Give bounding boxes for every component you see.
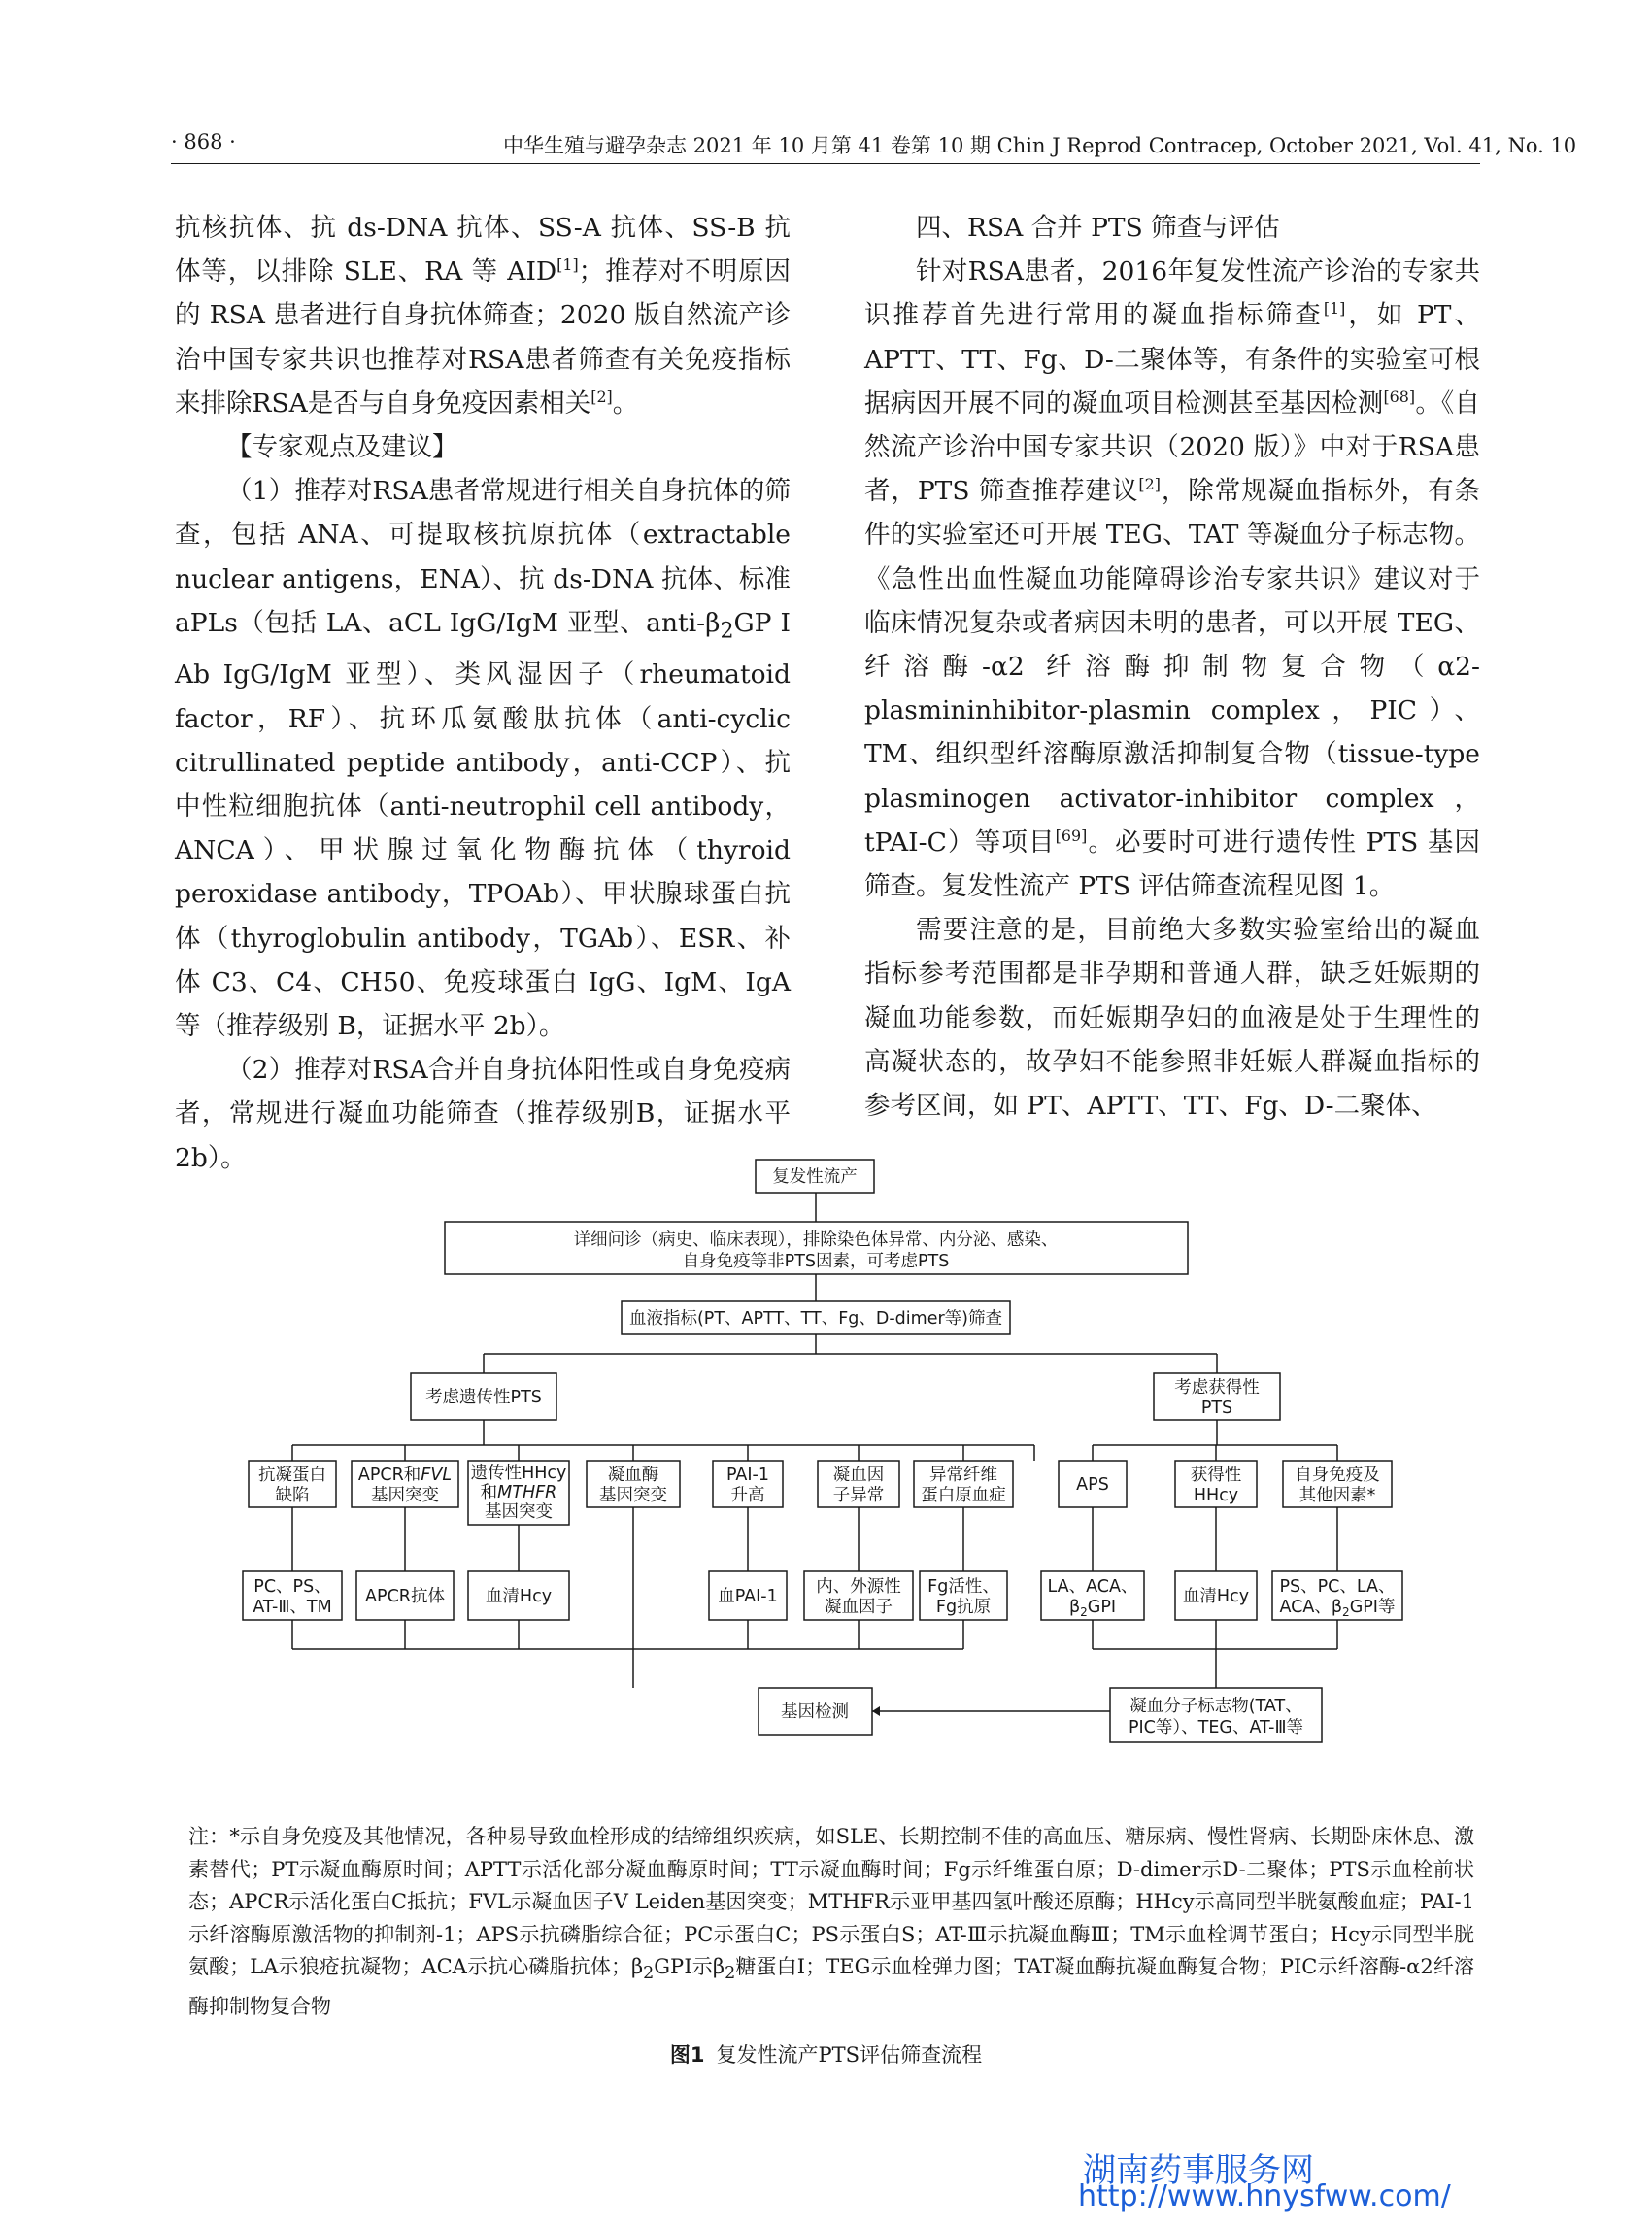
svg-text:子异常: 子异常 bbox=[832, 1486, 885, 1505]
flow-root-label: 复发性流产 bbox=[772, 1167, 858, 1187]
svg-text:ACA、β2GPⅠ等: ACA、$\beta_2GPⅠ$等 bbox=[1279, 1598, 1396, 1619]
svg-text:AT-Ⅲ、TM: AT-Ⅲ、TM bbox=[253, 1598, 332, 1617]
svg-text:血清Hcy: 血清Hcy bbox=[485, 1587, 553, 1606]
svg-text:其他因素*: 其他因素* bbox=[1298, 1486, 1376, 1505]
svg-text:PIC等）、TEG、AT-Ⅲ等: PIC等）、TEG、AT-Ⅲ等 bbox=[1128, 1718, 1304, 1737]
svg-text:内、外源性: 内、外源性 bbox=[816, 1577, 901, 1597]
svg-text:PS、PC、LA、: PS、PC、LA、 bbox=[1279, 1577, 1396, 1597]
svg-text:Fg活性、: Fg活性、 bbox=[927, 1577, 999, 1597]
citation[interactable]: [69] bbox=[1055, 826, 1088, 846]
svg-text:凝血因: 凝血因 bbox=[832, 1466, 885, 1485]
citation[interactable]: [1] bbox=[1323, 299, 1346, 319]
right-column bbox=[864, 206, 1480, 1128]
svg-text:APCR和FVL: APCR和FVL bbox=[357, 1466, 453, 1485]
citation[interactable]: [2] bbox=[1138, 475, 1161, 494]
svg-text:异常纤维: 异常纤维 bbox=[929, 1466, 997, 1485]
svg-text:基因检测: 基因检测 bbox=[781, 1702, 849, 1722]
recommendation-2: （2）推荐对RSA合并自身抗体阳性或自身免疫病者，常规进行凝血功能筛查（推荐级别B，证据水平 2b）。 bbox=[175, 1055, 791, 1173]
watermark-site-name: 湖南药事服务网 bbox=[1083, 2151, 1314, 2190]
expert-heading: 【专家观点及建议】 bbox=[226, 432, 458, 463]
svg-text:升高: 升高 bbox=[730, 1486, 765, 1505]
svg-text:APS: APS bbox=[1076, 1475, 1109, 1495]
svg-text:β2GPⅠ: $\beta_2GPⅠ$ bbox=[1068, 1598, 1117, 1619]
figure-caption: 图1 复发性流产PTS评估筛查流程 bbox=[669, 2043, 983, 2067]
svg-text:缺陷: 缺陷 bbox=[275, 1486, 310, 1505]
flow-history-line2: 自身免疫等非PTS因素，可考虑PTS bbox=[682, 1252, 950, 1271]
paragraph-aid-screening: 抗核抗体、抗 ds-DNA 抗体、SS-A 抗体、SS-B 抗体等，以排除 SLE、RA 等 AID[1]；推荐对不明原因的 RSA 患者进行自身抗体筛查；2020 版自然流产诊治中国专家共识也推荐对RSA患者筛查有关免疫指标来排除RSA是否与自身免疫因素相关[2]。 bbox=[175, 213, 791, 419]
page-number: · 868 · bbox=[171, 130, 236, 153]
svg-text:和MTHFR: 和MTHFR bbox=[480, 1483, 557, 1502]
svg-text:蛋白原血症: 蛋白原血症 bbox=[921, 1486, 1006, 1505]
citation[interactable]: [1] bbox=[556, 255, 579, 275]
svg-text:血PAI-1: 血PAI-1 bbox=[718, 1587, 778, 1606]
svg-text:基因突变: 基因突变 bbox=[485, 1502, 553, 1522]
svg-text:HHcy: HHcy bbox=[1193, 1486, 1239, 1505]
flow-acquired-line2: PTS bbox=[1200, 1399, 1233, 1418]
svg-text:凝血分子标志物(TAT、: 凝血分子标志物(TAT、 bbox=[1129, 1697, 1302, 1716]
svg-text:凝血因子: 凝血因子 bbox=[825, 1598, 893, 1617]
section-title: 四、RSA 合并 PTS 筛查与评估 bbox=[916, 213, 1280, 243]
left-column bbox=[175, 206, 791, 1180]
svg-text:遗传性HHcy: 遗传性HHcy bbox=[470, 1464, 567, 1483]
svg-text:APCR抗体: APCR抗体 bbox=[365, 1587, 445, 1606]
citation[interactable]: [2] bbox=[590, 387, 613, 406]
recommendation-1: （1）推荐对RSA患者常规进行相关自身抗体的筛查，包括 ANA、可提取核抗原抗体（extractable nuclear antigens，ENA）、抗 ds-DNA 抗体、标准 aPLs（包括 LA、aCL IgG/IgM 亚型、anti-$\beta_2GP$ Ⅰ Ab IgG/IgM 亚型）、类风湿因子（rheumatoid factor，RF）、抗环瓜氨酸肽抗体（anti-cyclic citrullinated peptide antibody，anti-CCP）、抗中性粒细胞抗体（anti-neutrophil cell antibody，ANCA）、甲状腺过氧化物酶抗体（thyroid peroxidase antibody，TPOAb）、甲状腺球蛋白抗体（thyroglobulin antibody，TGAb）、ESR、补体 C3、C4、CH50、免疫球蛋白 IgG、IgM、IgA 等（推荐级别 B，证据水平 2b）。 bbox=[175, 476, 791, 1041]
flow-blood-screen-label: 血液指标(PT、APTT、TT、Fg、D-dimer等)筛查 bbox=[628, 1309, 1003, 1329]
svg-text:基因突变: 基因突变 bbox=[371, 1486, 439, 1505]
flowchart bbox=[233, 1154, 1418, 1795]
flow-acquired-line1: 考虑获得性 bbox=[1174, 1378, 1260, 1398]
svg-text:获得性: 获得性 bbox=[1190, 1466, 1242, 1485]
paragraph-pts-screening: 针对RSA患者，2016年复发性流产诊治的专家共识推荐首先进行常用的凝血指标筛查[1]，如 PT、APTT、TT、Fg、D-二聚体等，有条件的实验室可根据病因开展不同的凝血项目检测甚至基因检测[68]。《自然流产诊治中国专家共识（2020 版）》中对于RSA患者，PTS 筛查推荐建议[2]，除常规凝血指标外，有条件的实验室还可开展 TEG、TAT 等凝血分子标志物。《急性出血性凝血功能障碍诊治专家共识》建议对于临床情况复杂或者病因未明的患者，可以开展 TEG、纤溶酶-α2 纤溶酶抑制物复合物（α2-plasmininhibitor-plasmin complex，PIC）、TM、组织型纤溶酶原激活抑制复合物（tissue-type plasminogen activator-inhibitor complex，tPAI-C）等项目[69]。必要时可进行遗传性 PTS 基因筛查。复发性流产 PTS 评估筛查流程见图 1。 bbox=[864, 256, 1481, 902]
svg-text:LA、ACA、: LA、ACA、 bbox=[1047, 1577, 1138, 1597]
svg-text:PC、PS、: PC、PS、 bbox=[253, 1577, 331, 1597]
svg-text:自身免疫及: 自身免疫及 bbox=[1295, 1466, 1380, 1485]
svg-text:凝血酶: 凝血酶 bbox=[607, 1466, 659, 1485]
watermark-url[interactable]: http://www.hnysfww.com/ bbox=[1078, 2179, 1451, 2213]
flow-hereditary-label: 考虑遗传性PTS bbox=[425, 1388, 542, 1407]
running-head: 中华生殖与避孕杂志 2021 年 10 月第 41 卷第 10 期 Chin J Reprod Contracep, October 2021, Vol. 41, No. 10 bbox=[503, 134, 1577, 157]
svg-text:Fg抗原: Fg抗原 bbox=[935, 1598, 992, 1617]
citation[interactable]: [68] bbox=[1383, 387, 1416, 406]
svg-text:抗凝蛋白: 抗凝蛋白 bbox=[258, 1466, 326, 1485]
svg-text:基因突变: 基因突变 bbox=[599, 1486, 667, 1505]
paragraph-reference-range: 需要注意的是，目前绝大多数实验室给出的凝血指标参考范围都是非孕期和普通人群，缺乏妊娠期的凝血功能参数，而妊娠期孕妇的血液是处于生理性的高凝状态的，故孕妇不能参照非妊娠人群凝血指标的参考区间，如 PT、APTT、TT、Fg、D-二聚体、 bbox=[864, 915, 1480, 1122]
svg-text:PAI-1: PAI-1 bbox=[725, 1466, 770, 1485]
svg-text:血清Hcy: 血清Hcy bbox=[1182, 1587, 1250, 1606]
flow-history-line1: 详细问诊（病史、临床表现），排除染色体异常、内分泌、感染、 bbox=[573, 1230, 1059, 1250]
header-rule bbox=[171, 163, 1480, 164]
figure-note: 注：*示自身免疫及其他情况，各种易导致血栓形成的结缔组织疾病，如SLE、长期控制不佳的高血压、糖尿病、慢性肾病、长期卧床休息、激素替代；PT示凝血酶原时间；APTT示活化部分凝血酶原时间；TT示凝血酶时间；Fg示纤维蛋白原；D-dimer示D-二聚体；PTS示血栓前状态；APCR示活化蛋白C抵抗；FVL示凝血因子V Leiden基因突变；MTHFR示亚甲基四氢叶酸还原酶；HHcy示高同型半胱氨酸血症；PAI-1示纤溶酶原激活物的抑制剂-1；APS示抗磷脂综合征；PC示蛋白C；PS示蛋白S；AT-Ⅲ示抗凝血酶Ⅲ；TM示血栓调节蛋白；Hcy示同型半胱氨酸；LA示狼疮抗凝物；ACA示抗心磷脂抗体；$\beta_2GPⅠ$示$\beta_2$糖蛋白Ⅰ；TEG示血栓弹力图；TAT凝血酶抗凝血酶复合物；PIC示纤溶酶-α2纤溶酶抑制物复合物 bbox=[188, 1825, 1474, 2019]
